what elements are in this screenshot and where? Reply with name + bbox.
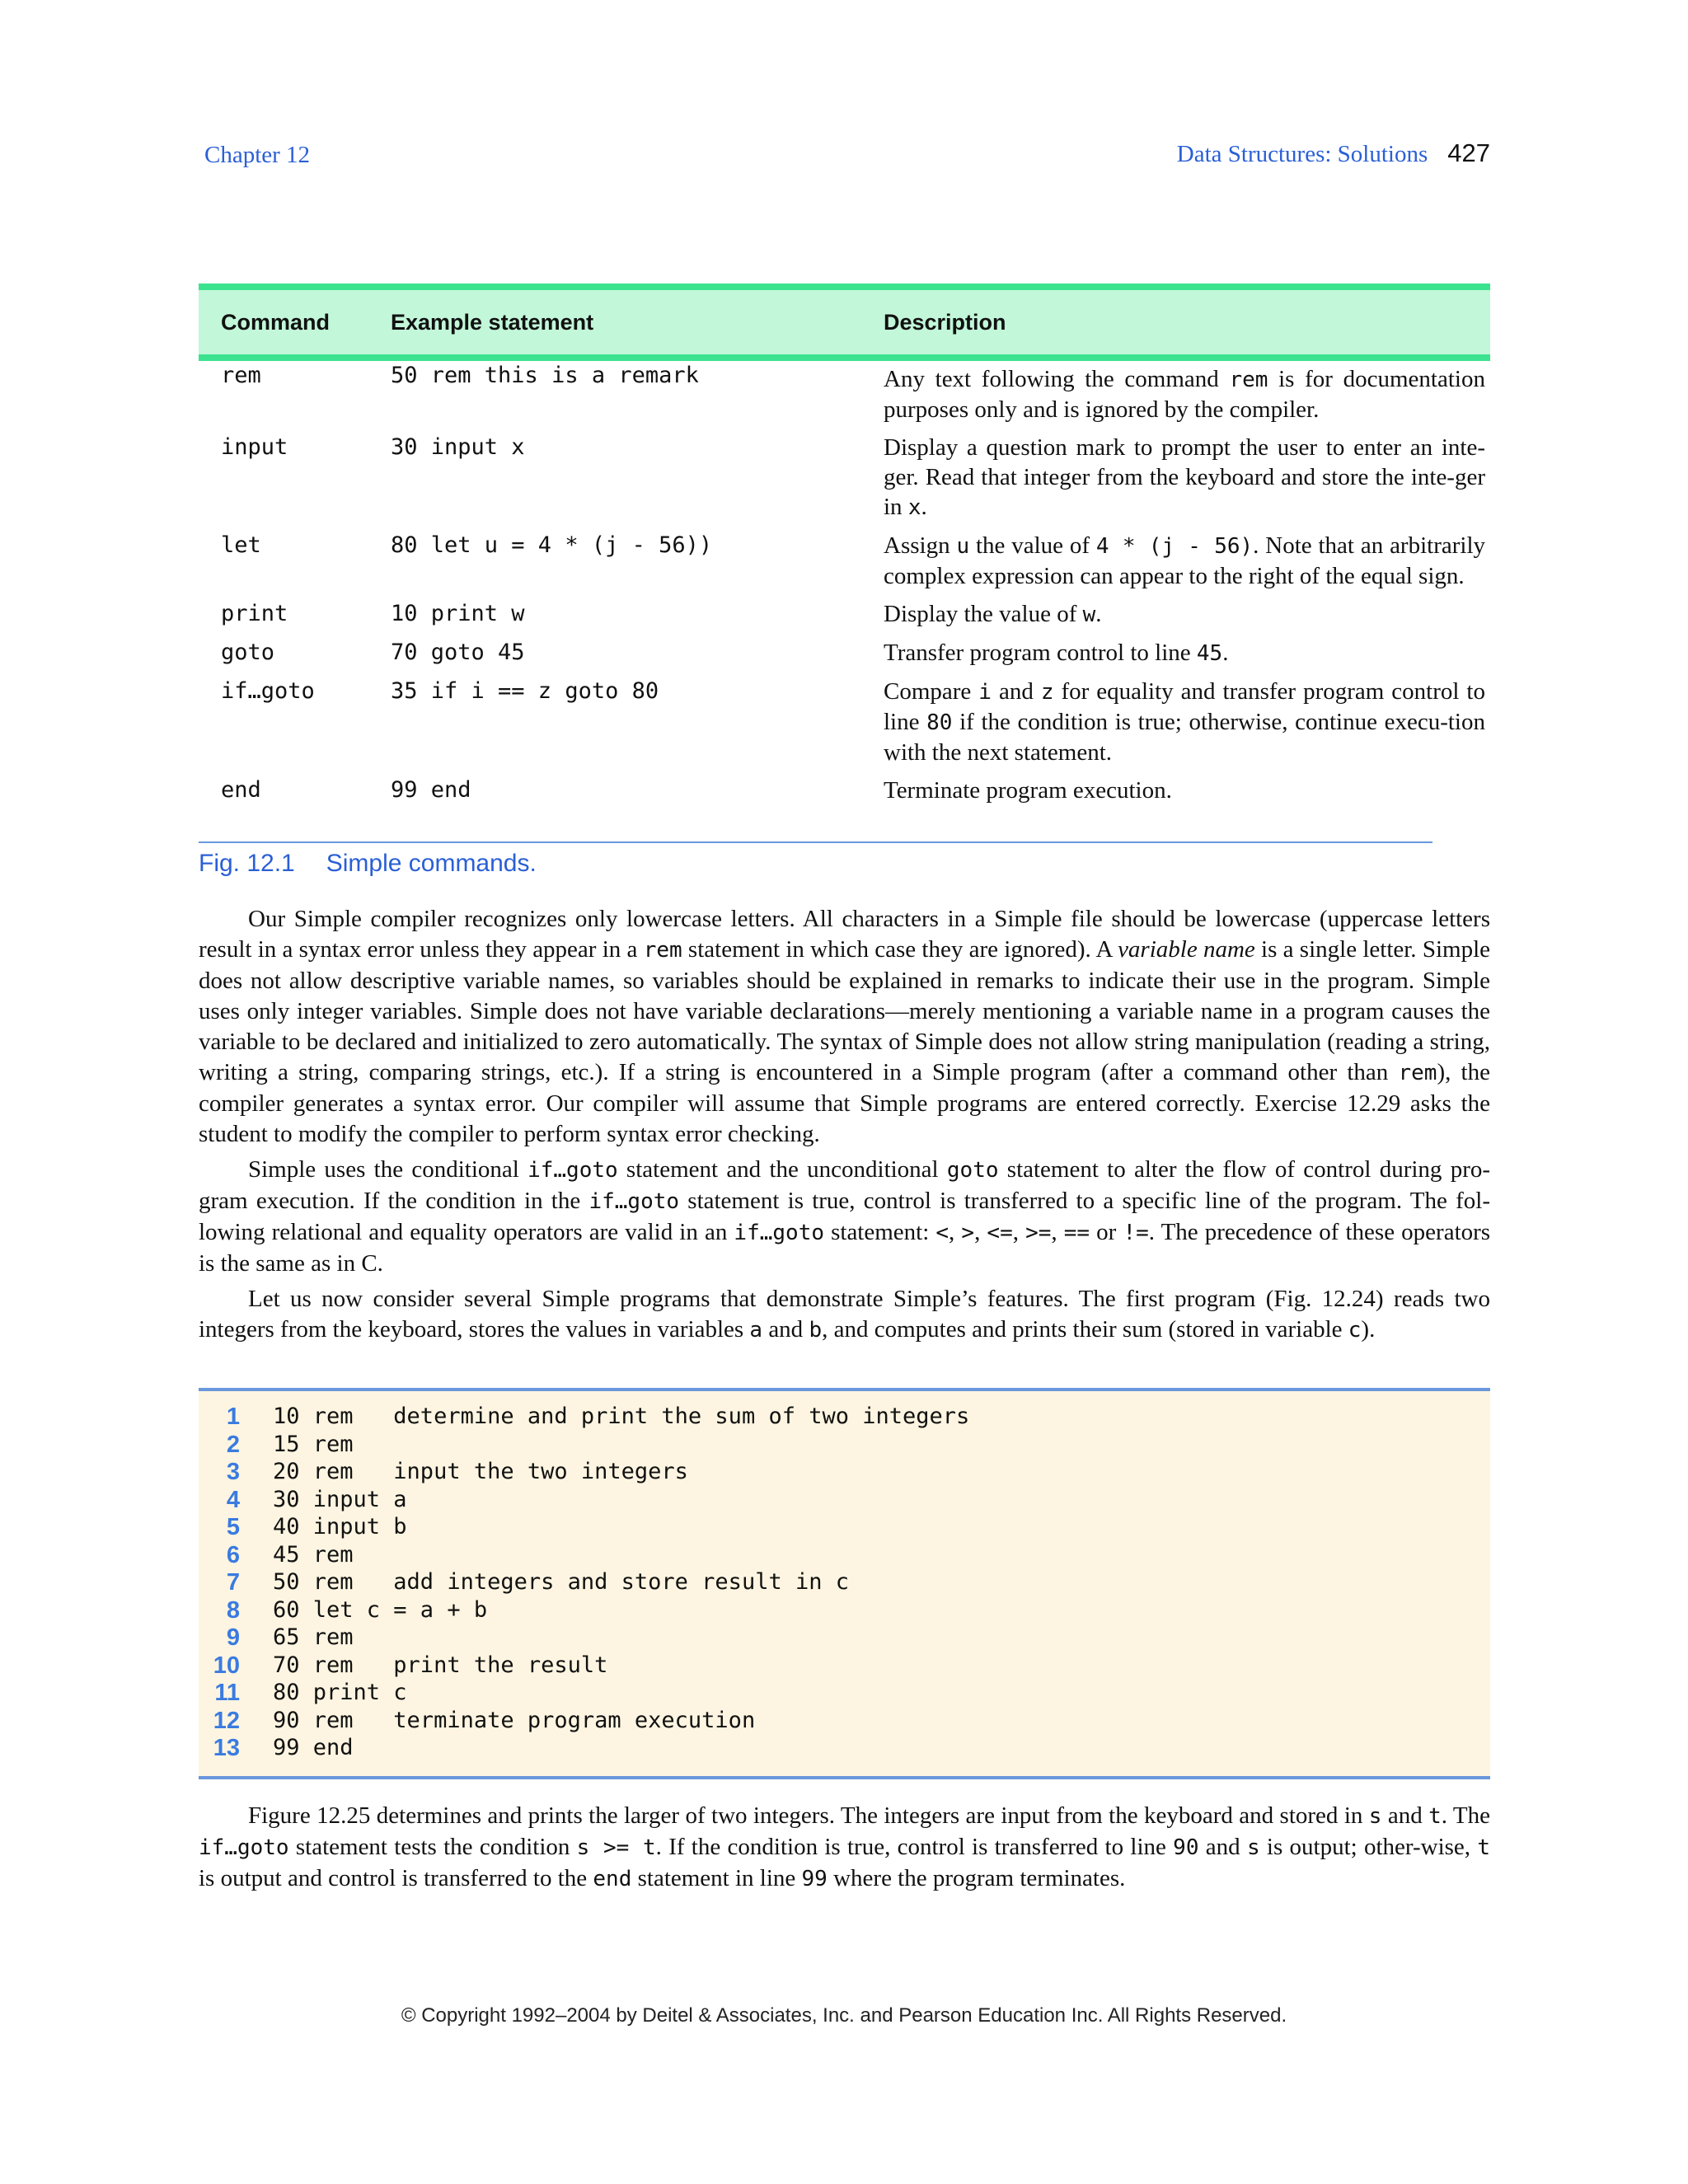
code-line xyxy=(199,1569,1490,1597)
commands-table xyxy=(199,284,1490,813)
line-number: 6 xyxy=(226,1541,240,1568)
column-header-description: Description xyxy=(884,310,1006,335)
command-cell: goto xyxy=(221,640,275,665)
line-number: 12 xyxy=(213,1707,240,1734)
table-header xyxy=(199,284,1490,361)
code-line xyxy=(199,1708,1490,1736)
line-source: 80 print c xyxy=(273,1680,407,1705)
command-cell: if…goto xyxy=(221,678,315,704)
command-cell: end xyxy=(221,777,261,803)
code-line xyxy=(199,1459,1490,1487)
copyright-footer: © Copyright 1992–2004 by Deitel & Associates, Inc. and Pearson Education Inc. All Rights Reserved. xyxy=(401,2004,1287,2027)
table-row xyxy=(199,638,1490,677)
line-source: 70 rem print the result xyxy=(273,1652,608,1678)
command-cell: rem xyxy=(221,363,261,388)
running-header xyxy=(204,138,1490,175)
example-cell: 10 print w xyxy=(391,601,525,626)
command-cell: print xyxy=(221,601,288,626)
example-cell: 70 goto 45 xyxy=(391,640,525,665)
table-row xyxy=(199,361,1490,433)
code-lines xyxy=(199,1404,1490,1763)
column-header-example: Example statement xyxy=(391,310,594,335)
code-line xyxy=(199,1542,1490,1570)
paragraph-lowercase-rules: Our Simple compiler recognizes only lowercase letters. All characters in a Simple file should be lowercase (uppercase letters result in a syntax error unless they appear in a rem statement in which case they are ignored). A variable name is a single letter. Simple does not allow descriptive variable names, so variables should be explained in remarks to indicate their use in the program. Simple uses only integer variables. Simple does not have variable declarations—merely mentioning a variable name in a program causes the variable to be declared and initialized to zero automatically. The syntax of Simple does not allow string manipulation (reading a string, writing a string, comparing strings, etc.). If a string is encountered in a Simple program (after a command other than rem), the compiler generates a syntax error. Our compiler will assume that Simple programs are entered correctly. Exercise 12.29 asks the student to modify the compiler to perform syntax error checking. xyxy=(199,906,1490,1147)
example-cell: 35 if i == z goto 80 xyxy=(391,678,659,704)
table-row xyxy=(199,531,1490,599)
example-cell: 50 rem this is a remark xyxy=(391,363,699,388)
line-number: 3 xyxy=(226,1459,240,1485)
table-body xyxy=(199,361,1490,813)
command-cell: input xyxy=(221,434,288,460)
line-source: 15 rem xyxy=(273,1431,354,1457)
line-number: 5 xyxy=(226,1514,240,1540)
description-cell: Assign u the value of 4 * (j - 56). Note that an arbitrarily complex expression can appear to the right of the equal sign. xyxy=(884,532,1486,589)
code-line xyxy=(199,1735,1490,1763)
description-cell: Any text following the command rem is for documentation purposes only and is ignored by the compiler. xyxy=(884,366,1485,423)
line-number: 9 xyxy=(226,1624,240,1651)
line-number: 10 xyxy=(213,1652,240,1679)
line-source: 20 rem input the two integers xyxy=(273,1459,688,1484)
description-cell: Transfer program control to line 45. xyxy=(884,640,1229,666)
line-source: 99 end xyxy=(273,1735,354,1760)
description-cell: Display the value of w. xyxy=(884,601,1102,627)
paragraph-conditional-goto: Simple uses the conditional if…goto statement and the unconditional goto statement to alter the flow of control during pro-gram execution. If the condition in the if…goto statement is true, control is transferred to a specific line of the program. The fol-lowing relational and equality operators are valid in an if…goto statement: <, >, <=, >=, == or !=. The precedence of these operators is the same as in C. xyxy=(199,1156,1491,1277)
example-cell: 80 let u = 4 * (j - 56)) xyxy=(391,532,713,558)
figure-title: Simple commands. xyxy=(326,850,537,877)
line-source: 50 rem add integers and store result in c xyxy=(273,1569,849,1595)
line-number: 8 xyxy=(226,1596,240,1624)
paragraph-figure-12-25: Figure 12.25 determines and prints the larger of two integers. The integers are input from the keyboard and stored in s and t. The if…goto statement tests the condition s >= t. If the condition is true, control is transferred to line 90 and s is output; other-wise, t is output and control is transferred to the end statement in line 99 where the program terminates. xyxy=(199,1802,1491,1891)
code-line xyxy=(199,1597,1490,1625)
line-number: 7 xyxy=(226,1569,240,1596)
code-line xyxy=(199,1514,1490,1542)
line-number: 4 xyxy=(226,1486,240,1513)
line-source: 60 let c = a + b xyxy=(273,1596,488,1623)
figure-label: Fig. 12.1 xyxy=(199,850,295,877)
line-source: 40 input b xyxy=(273,1514,407,1540)
code-line xyxy=(199,1404,1490,1432)
section-title: Data Structures: Solutions xyxy=(1176,141,1428,167)
description-cell: Display a question mark to prompt the user to enter an inte-ger. Read that integer from the keyboard and store the inte-ger in x. xyxy=(884,434,1485,520)
table-row xyxy=(199,677,1490,776)
line-source: 65 rem xyxy=(273,1624,354,1650)
description-cell: Terminate program execution. xyxy=(884,777,1172,804)
line-source: 30 input a xyxy=(273,1486,407,1512)
table-row xyxy=(199,776,1490,813)
chapter-label: Chapter 12 xyxy=(204,142,311,168)
table-row xyxy=(199,433,1490,531)
line-number: 2 xyxy=(226,1431,240,1458)
code-listing xyxy=(199,1388,1490,1779)
line-source: 10 rem determine and print the sum of two integers xyxy=(273,1404,970,1429)
figure-caption xyxy=(199,850,537,878)
line-source: 90 rem terminate program execution xyxy=(273,1707,756,1733)
figure-rule xyxy=(199,841,1432,843)
code-line xyxy=(199,1432,1490,1460)
example-cell: 30 input x xyxy=(391,434,525,460)
line-number: 13 xyxy=(213,1735,240,1761)
command-cell: let xyxy=(221,532,261,558)
line-source: 45 rem xyxy=(273,1541,354,1568)
line-number: 1 xyxy=(226,1404,240,1430)
line-number: 11 xyxy=(214,1680,240,1706)
page-number: 427 xyxy=(1447,138,1490,167)
code-line xyxy=(199,1624,1490,1652)
description-cell: Compare i and z for equality and transfer program control to line 80 if the condition is true; otherwise, continue execu-tion with the next statement. xyxy=(884,678,1485,766)
paragraph-first-program: Let us now consider several Simple programs that demonstrate Simple’s features. The first program (Fig. 12.24) reads two integers from the keyboard, stores the values in variables a and b, and computes and prints their sum (stored in variable c). xyxy=(199,1286,1490,1343)
header-right xyxy=(1177,138,1490,168)
code-line xyxy=(199,1487,1490,1515)
example-cell: 99 end xyxy=(391,777,471,803)
table-row xyxy=(199,599,1490,638)
column-header-command: Command xyxy=(221,310,331,335)
code-line xyxy=(199,1652,1490,1680)
code-line xyxy=(199,1680,1490,1708)
